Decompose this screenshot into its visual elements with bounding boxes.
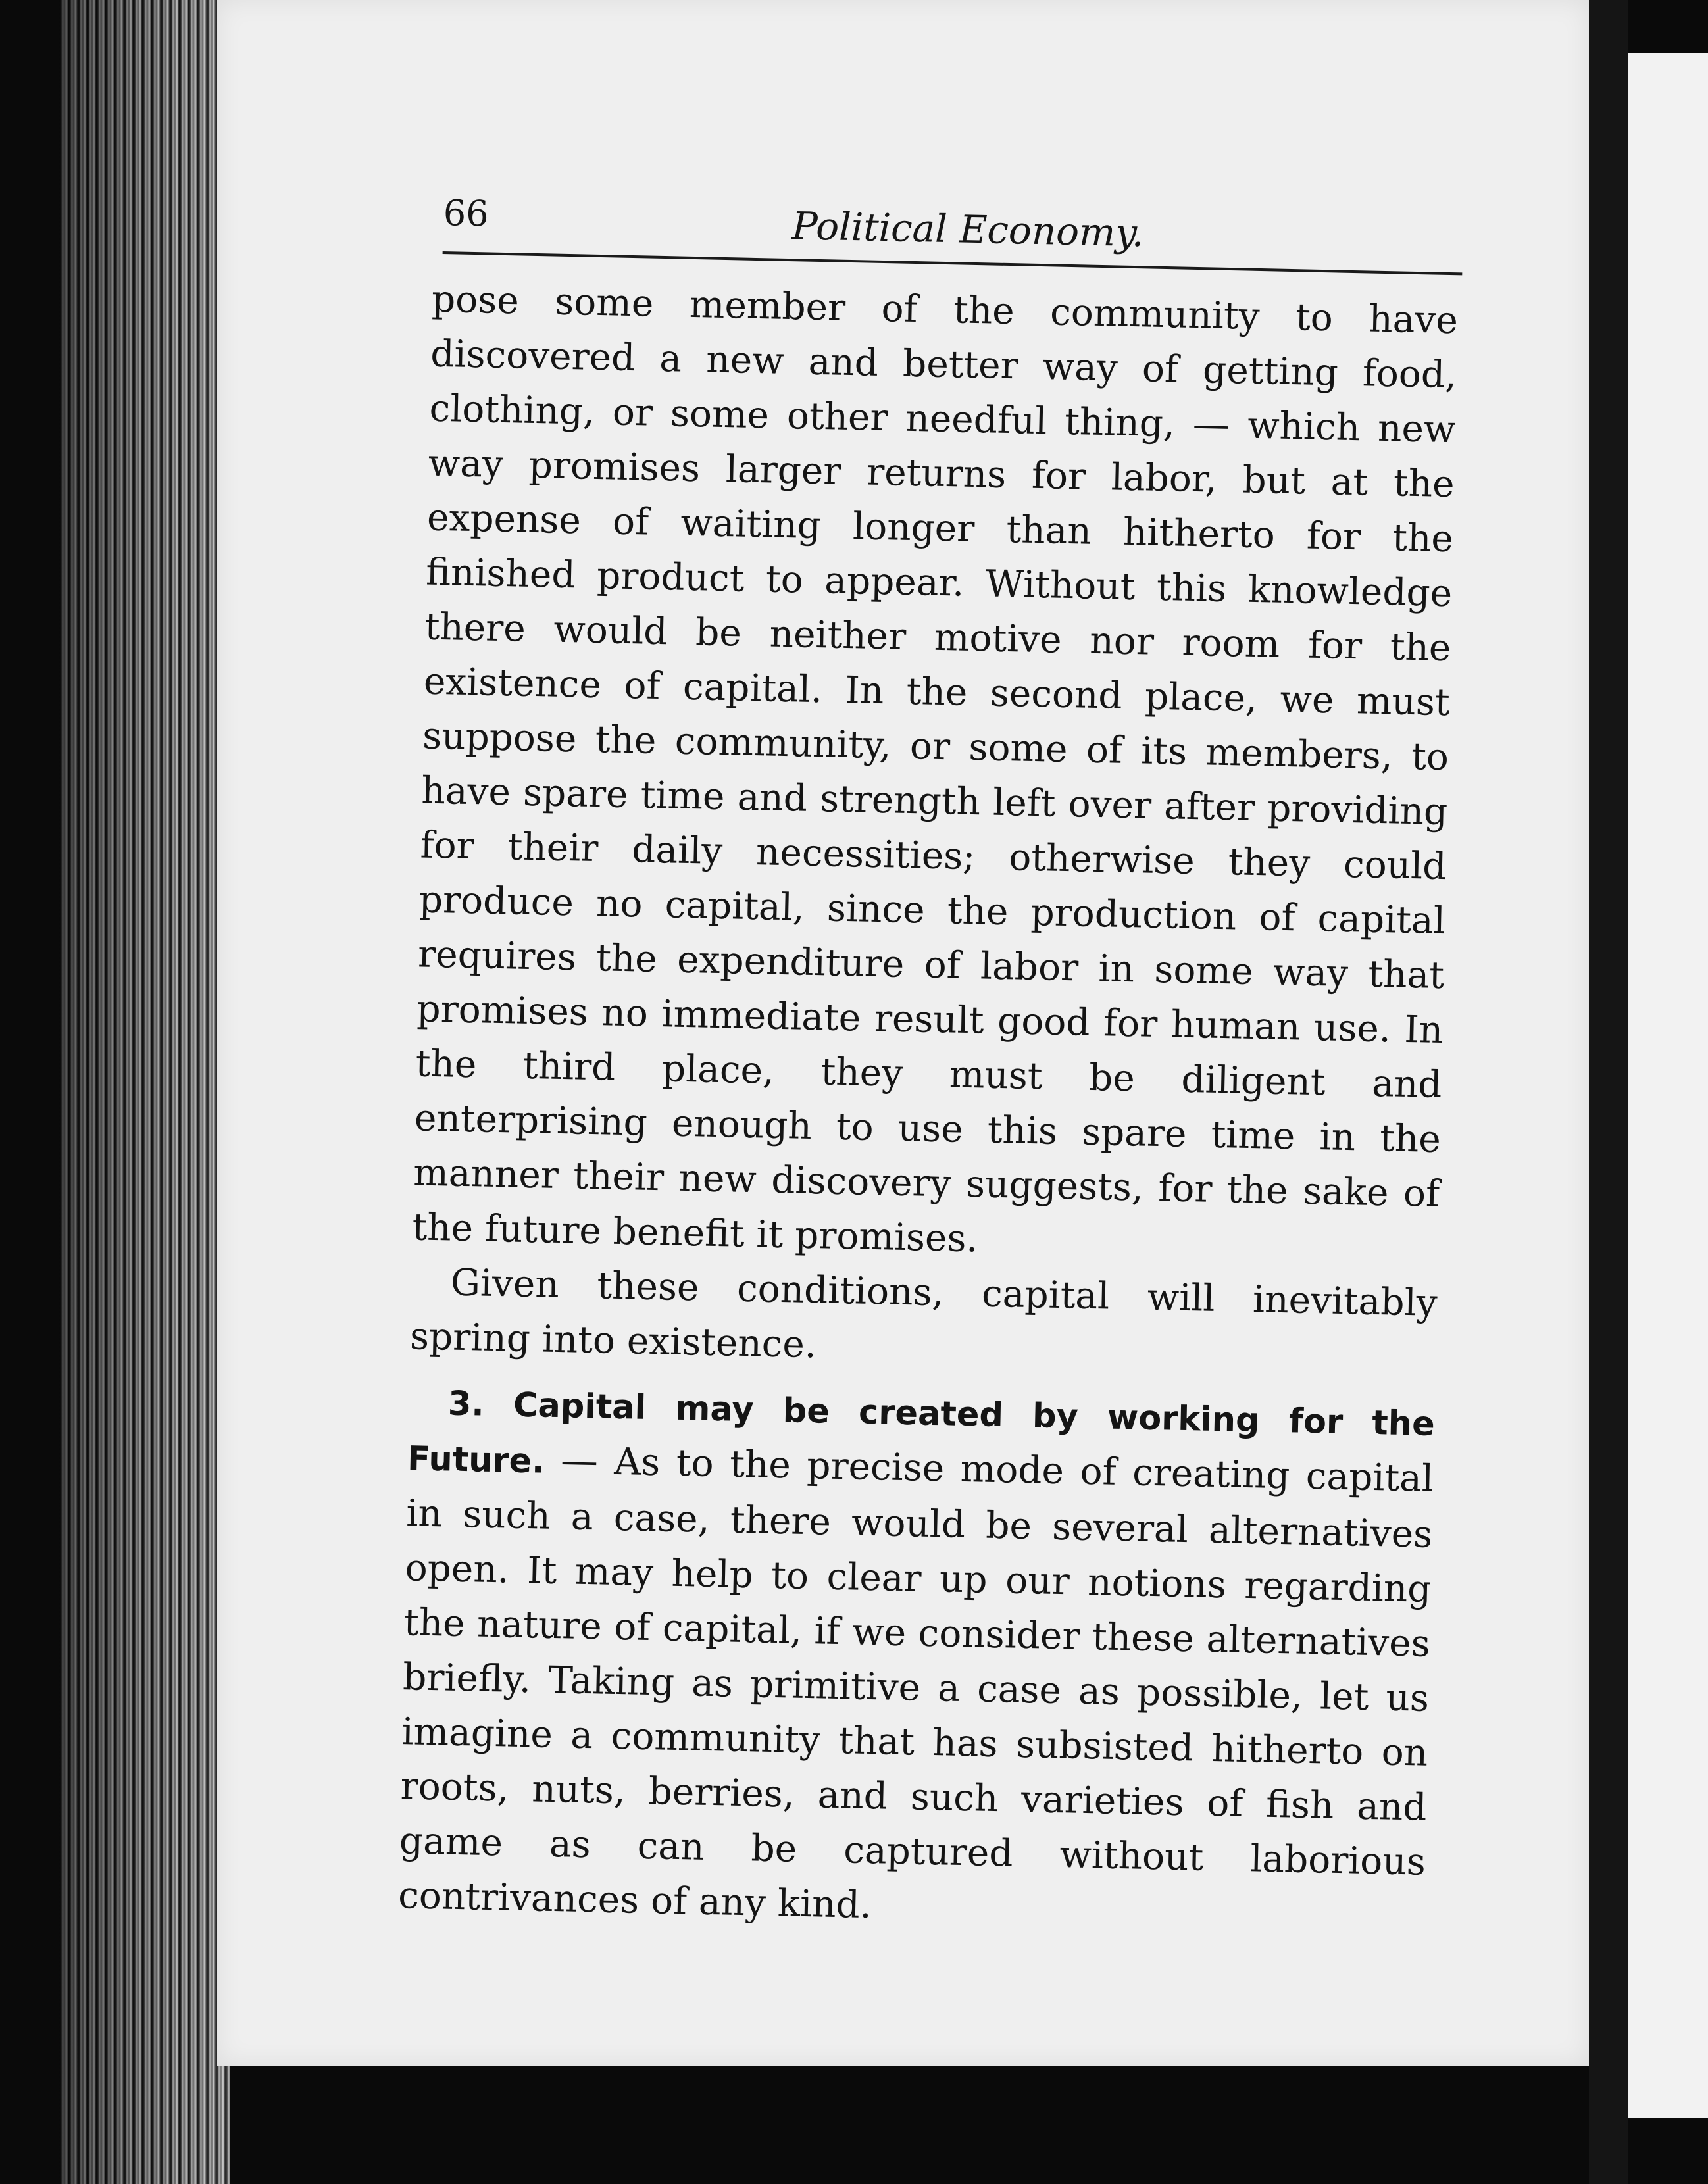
book-gutter	[1589, 0, 1628, 2184]
section-paragraph	[397, 1374, 1435, 1944]
section-heading: 3. Capital may be created by working for the Future.	[407, 1384, 1436, 1481]
facing-page	[1628, 53, 1708, 2118]
text-block	[345, 178, 1664, 1948]
running-head	[443, 179, 1464, 275]
page-edge-shadow	[59, 0, 230, 2184]
page-number: 66	[443, 191, 490, 235]
paragraph-conditions: Given these conditions, capital will inevitably spring into existence.	[409, 1261, 1438, 1367]
body-text	[397, 272, 1458, 1945]
book-page	[217, 0, 1589, 2066]
section-text: — As to the precise mode of creating capital in such a case, there would be several alternatives open. It may help to clear up our notions regarding the nature of capital, if we consider these alternatives briefly. Taking as primitive a case as possible, let us imagine a community that has subsisted hitherto on roots, nuts, berries, and such varieties of fish and game as can be captured without laborious contrivances of any kind.	[397, 1439, 1434, 1927]
paragraph-continuation: pose some member of the community to have discovered a new and better way of getting food, clothing, or some other needful thing, — which new way promises larger returns for labor, but at the expense of waiting longer than hitherto for the finished product to appear. Without this knowledge there would be neither motive nor room for the existence of capital. In the second place, we must suppose the community, or some of its members, to have spare time and strength left over after providing for their daily necessities; otherwise they could produce no capital, since the production of capital requires the expenditure of labor in some way that promises no immediate result good for human use. In the third place, they must be diligent and enterprising enough to use this spare time in the manner their new discovery suggests, for the sake of the future benefit it promises.	[411, 278, 1459, 1261]
running-title: Political Economy.	[791, 203, 1145, 256]
